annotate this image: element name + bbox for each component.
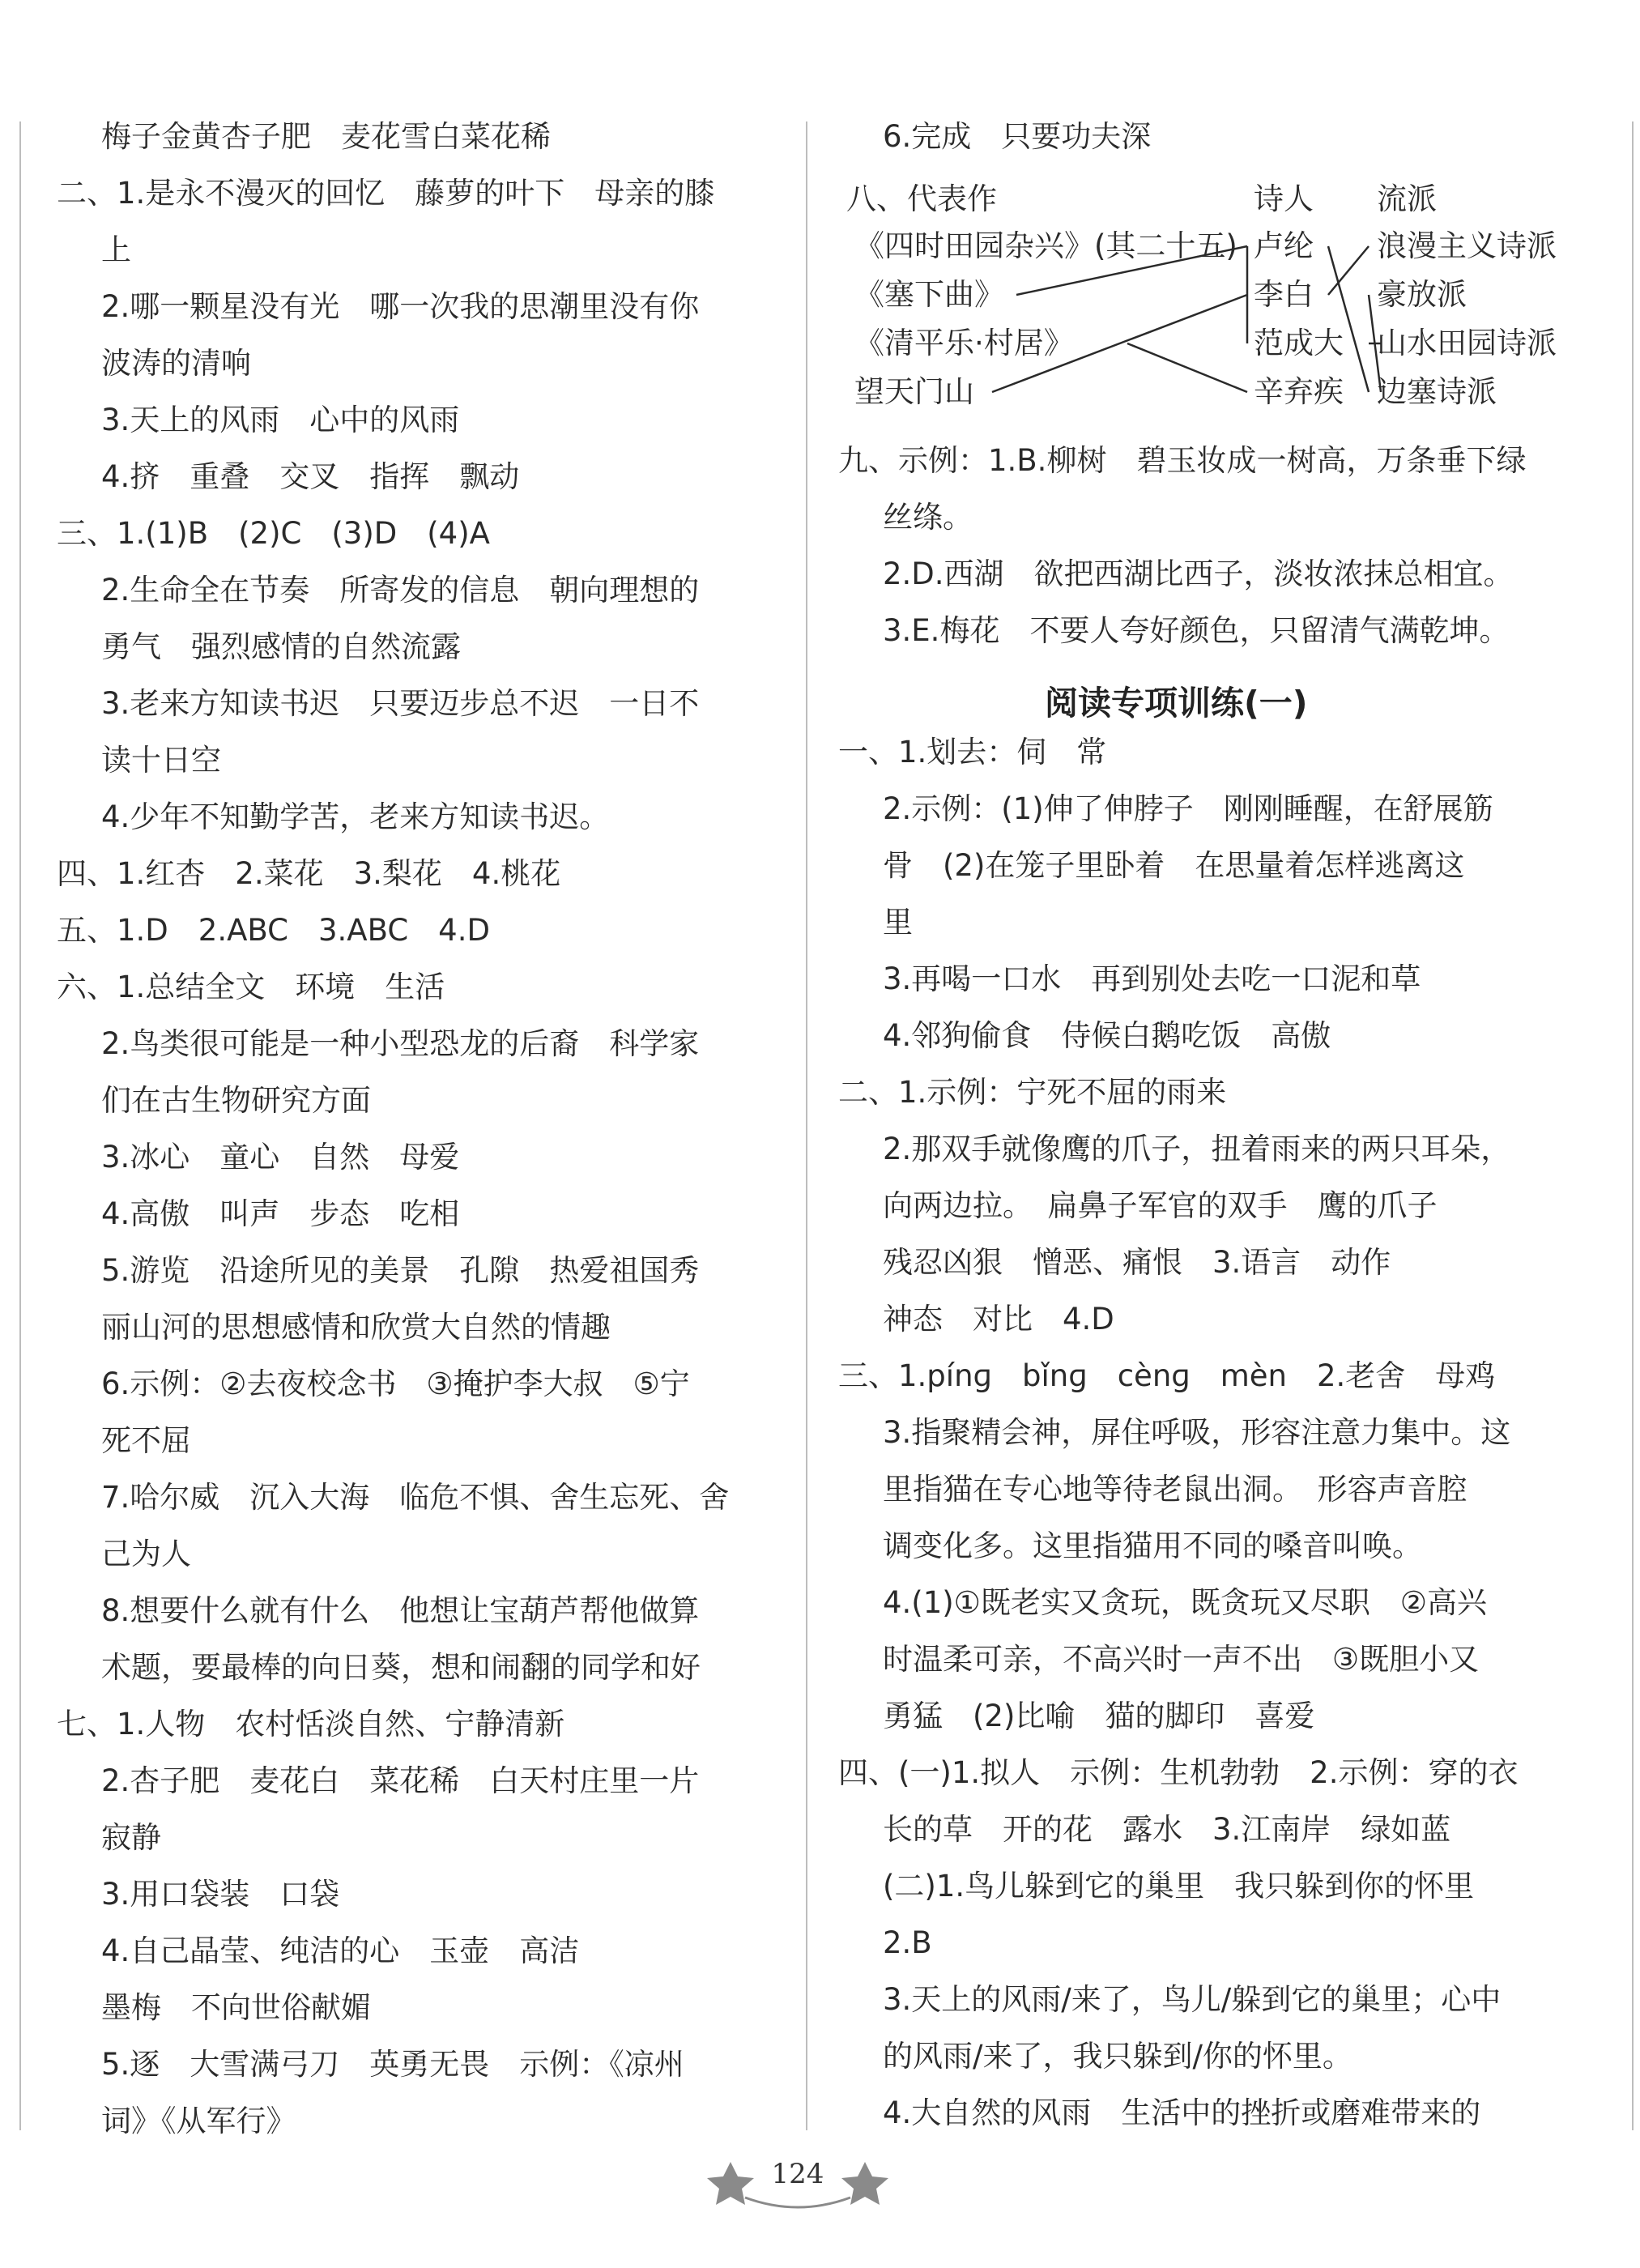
section-heading: 阅读专项训练(一) [1045,684,1308,723]
text-line: 己为人 [101,1537,191,1571]
text-line: 2.B [883,1925,932,1960]
text-line: 3.用口袋装 口袋 [101,1877,340,1912]
school-label: 浪漫主义诗派 [1377,228,1557,263]
text-line: 勇气 强烈感情的自然流露 [101,629,461,664]
text-line: 读十日空 [101,743,221,778]
text-line: 里指猫在专心地等待老鼠出洞。 形容声音腔 [883,1472,1467,1507]
text-line: 4.(1)①既老实又贪玩，既贪玩又尽职 ②高兴 [883,1585,1488,1620]
poet-school-link [1328,246,1369,392]
text-line: 4.大自然的风雨 生活中的挫折或磨难带来的 [883,2095,1481,2130]
work-label: 《四时田园杂兴》(其二十五) [854,228,1237,263]
text-line: 3.再喝一口水 再到别处去吃一口泥和草 [883,961,1421,996]
text-line: 2.鸟类很可能是一种小型恐龙的后裔 科学家 [101,1026,700,1061]
text-line: 骨 (2)在笼子里卧着 在思量着怎样逃离这 [883,848,1465,883]
text-line: 三、1.pínɡ bǐnɡ cènɡ mèn 2.老舍 母鸡 [838,1358,1496,1393]
poet-label: 范成大 [1254,326,1344,360]
text-line: 2.生命全在节奏 所寄发的信息 朝向理想的 [101,573,700,608]
text-line: 5.逐 大雪满弓刀 英勇无畏 示例：《凉州 [101,2047,684,2082]
text-line: 2.那双手就像鹰的爪子，扭着雨来的两只耳朵， [883,1132,1511,1166]
text-line: 们在古生物研究方面 [101,1083,371,1118]
text-line: 三、1.(1)B (2)C (3)D (4)A [57,516,490,551]
poet-label: 辛弃疾 [1254,374,1344,409]
text-line: 上 [101,232,131,267]
text-line: 五、1.D 2.ABC 3.ABC 4.D [57,913,490,948]
text-line: 2.哪一颗星没有光 哪一次我的思潮里没有你 [101,289,700,324]
text-line: 寂静 [101,1820,161,1855]
text-line: 2.杏子肥 麦花白 菜花稀 白天村庄里一片 [101,1763,700,1798]
text-line: 3.指聚精会神，屏住呼吸，形容注意力集中。这 [883,1415,1511,1450]
text-line: 向两边拉。 扁鼻子军官的双手 鹰的爪子 [883,1188,1438,1223]
text-line: 九、示例：1.B.柳树 碧玉妆成一树高，万条垂下绿 [838,443,1527,478]
matching-header-poet: 诗人 [1254,181,1314,216]
text-line: 5.游览 沿途所见的美景 孔隙 热爱祖国秀 [101,1253,700,1288]
text-line: 术题，要最棒的向日葵，想和闹翻的同学和好 [101,1650,701,1685]
page-number: 124 [771,2158,824,2190]
poet-label: 卢纶 [1254,228,1314,263]
work-label: 《清平乐·村居》 [854,326,1074,360]
text-line: 六、1.总结全文 环境 生活 [57,970,445,1004]
text-line: 里 [883,905,913,940]
matching-prefix: 八、 [846,181,906,216]
school-label: 山水田园诗派 [1377,326,1557,360]
text-line: 神态 对比 4.D [883,1302,1114,1336]
text-line: 梅子金黄杏子肥 麦花雪白菜花稀 [101,119,551,154]
text-line: 时温柔可亲，不高兴时一声不出 ③既胆小又 [883,1642,1480,1677]
text-line: 残忍凶狠 憎恶、痛恨 3.语言 动作 [883,1245,1391,1280]
text-line: 二、1.是永不漫灭的回忆 藤萝的叶下 母亲的膝 [57,176,715,211]
text-line: 七、1.人物 农村恬淡自然、宁静清新 [57,1707,565,1742]
text-line: 4.高傲 叫声 步态 吃相 [101,1196,460,1231]
text-line: 词》《从军行》 [101,2104,296,2138]
matching-header-work: 代表作 [907,181,997,216]
footer-swoosh [745,2198,850,2207]
text-line: 二、1.示例：宁死不屈的雨来 [838,1075,1227,1110]
text-line: 一、1.划去：伺 常 [838,735,1107,770]
text-line: 6.示例：②去夜校念书 ③掩护李大叔 ⑤宁 [101,1366,690,1401]
work-poet-link [1127,343,1247,392]
text-line: 波涛的清响 [101,346,251,381]
work-label: 望天门山 [854,374,974,409]
matching-header-school: 流派 [1377,181,1437,216]
text-line: 4.挤 重叠 交叉 指挥 飘动 [101,459,520,494]
text-line: 2.示例：(1)伸了伸脖子 刚刚睡醒，在舒展筋 [883,791,1493,826]
school-label: 边塞诗派 [1377,374,1497,409]
text-line: 长的草 开的花 露水 3.江南岸 绿如蓝 [883,1812,1451,1847]
text-line: 7.哈尔威 沉入大海 临危不惧、舍生忘死、舍 [101,1480,730,1515]
text-line: 墨梅 不向世俗献媚 [101,1990,371,2025]
text-line: 2.D.西湖 欲把西湖比西子，淡妆浓抹总相宜。 [883,556,1514,591]
text-line: 四、(一)1.拟人 示例：生机勃勃 2.示例：穿的衣 [838,1755,1519,1790]
center-divider [806,122,807,2130]
left-margin-rule [19,122,21,2130]
text-line: 四、1.红杏 2.菜花 3.梨花 4.桃花 [57,856,561,891]
text-line: 的风雨/来了，我只躲到/你的怀里。 [883,2039,1352,2074]
text-line: 调变化多。这里指猫用不同的嗓音叫唤。 [883,1528,1422,1563]
work-label: 《塞下曲》 [854,277,1004,312]
page-footer [0,2151,1640,2215]
text-line: 4.自己晶莹、纯洁的心 玉壶 高洁 [101,1933,580,1968]
poet-matching-diagram [0,0,1640,421]
text-line: 4.邻狗偷食 侍候白鹅吃饭 高傲 [883,1018,1331,1053]
text-line: 3.E.梅花 不要人夸好颜色，只留清气满乾坤。 [883,613,1510,648]
right-margin-rule [1632,122,1634,2130]
text-line: 丝绦。 [883,500,973,535]
text-line: 丽山河的思想感情和欣赏大自然的情趣 [101,1310,611,1345]
text-line: 3.天上的风雨/来了，鸟儿/躲到它的巢里；心中 [883,1982,1502,2017]
text-line: (二)1.鸟儿躲到它的巢里 我只躲到你的怀里 [883,1869,1475,1904]
text-line: 3.老来方知读书迟 只要迈步总不迟 一日不 [101,686,700,721]
poet-label: 李白 [1254,277,1314,312]
text-line: 死不屈 [101,1423,191,1458]
text-line: 勇猛 (2)比喻 猫的脚印 喜爱 [883,1699,1315,1733]
text-line: 6.完成 只要功夫深 [883,119,1152,154]
text-line: 3.冰心 童心 自然 母爱 [101,1140,460,1174]
text-line: 3.天上的风雨 心中的风雨 [101,403,460,437]
school-label: 豪放派 [1377,277,1467,312]
text-line: 4.少年不知勤学苦，老来方知读书迟。 [101,799,610,834]
text-line: 8.想要什么就有什么 他想让宝葫芦帮他做算 [101,1593,700,1628]
